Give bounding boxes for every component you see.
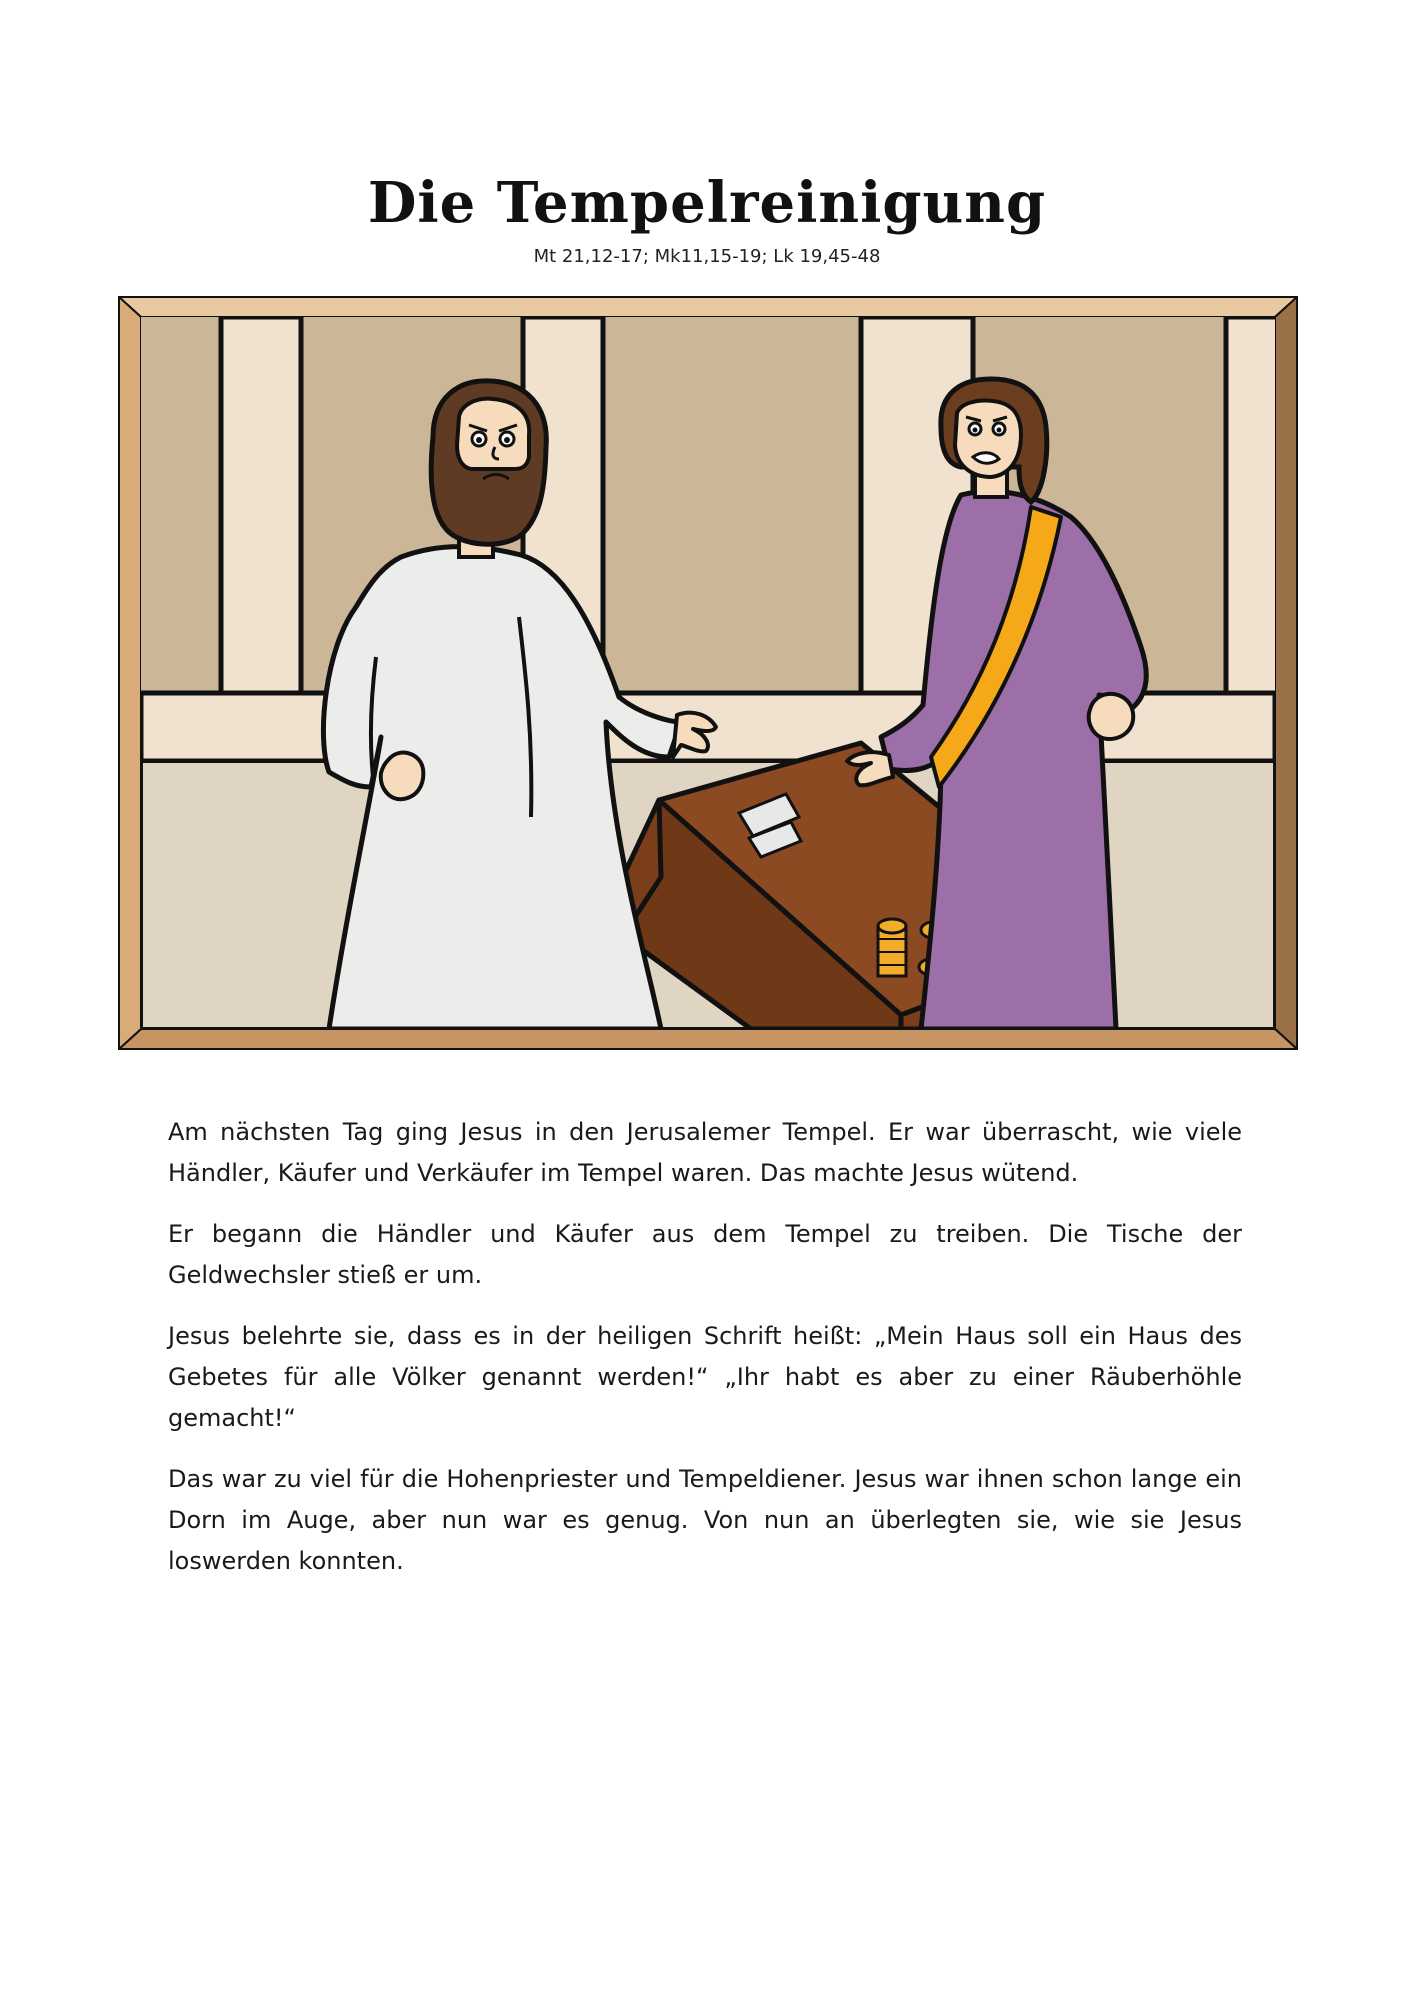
paragraph-1: Am nächsten Tag ging Jesus in den Jerusalemer Tempel. Er war überrascht, wie viele Händler, Käufer und Verkäufer im Tempel waren. Das machte Jesus wütend. [168,1118,1242,1187]
page-title: Die Tempelreinigung [367,170,1047,236]
paragraph-2: Er begann die Händler und Käufer aus dem Tempel zu treiben. Die Tische der Geldwechsler stieß er um. [168,1220,1242,1289]
bible-reference: Mt 21,12-17; Mk11,15-19; Lk 19,45-48 [533,246,881,267]
paragraph-3: Jesus belehrte sie, dass es in der heiligen Schrift heißt: „Mein Haus soll ein Haus des Gebetes für alle Völker genannt werden!“ „Ihr habt es aber zu einer Räuberhöhle gemacht!“ [168,1322,1242,1432]
story-text [168,1112,1242,1602]
paragraph-4: Das war zu viel für die Hohenpriester und Tempeldiener. Jesus war ihnen schon lange ein Dorn im Auge, aber nun war es genug. Von nun an überlegten sie, wie sie Jesus loswerden konnten. [168,1465,1242,1575]
temple-cleansing-illustration [118,296,1298,1050]
